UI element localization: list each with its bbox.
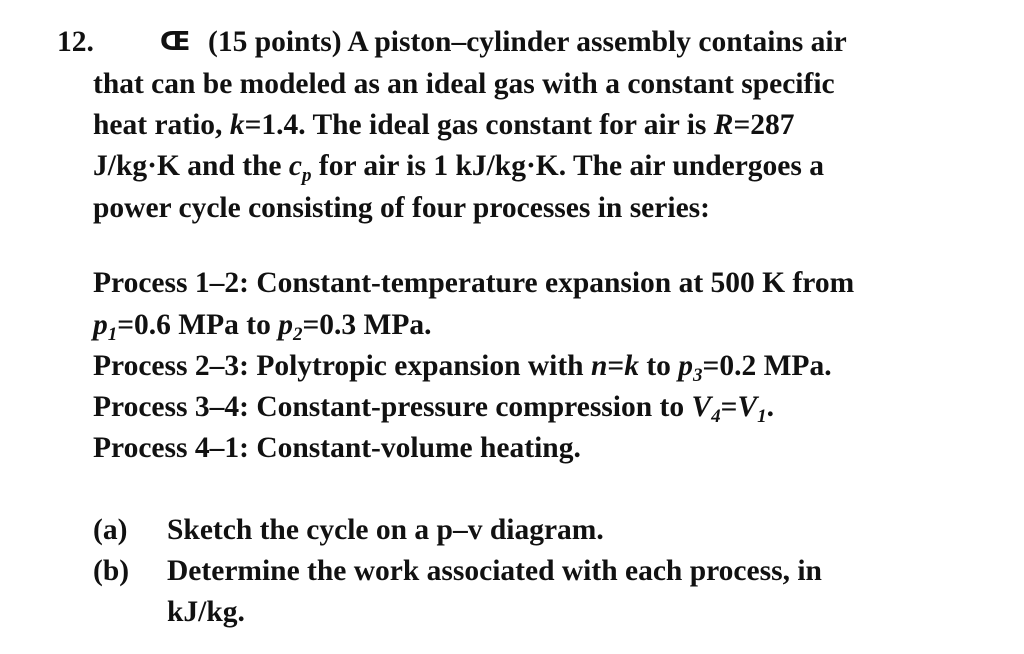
k-symbol: k <box>624 350 639 382</box>
subscript: 1 <box>107 324 118 345</box>
text: =0.2 MPa. <box>702 350 832 382</box>
subscript: 4 <box>711 406 721 427</box>
process-text: Constant-temperature expansion at 500 K from <box>256 267 855 299</box>
process-label: Process 3–4: <box>93 391 249 423</box>
text: heat ratio, <box>93 109 230 141</box>
intro-line-5: power cycle consisting of four processes in series: <box>93 192 710 224</box>
text: =287 <box>733 109 795 141</box>
text: to <box>638 350 679 382</box>
part-b-text-cont: kJ/kg. <box>167 596 245 628</box>
p-symbol: p <box>678 350 694 382</box>
text: =0.3 MPa. <box>302 309 432 341</box>
cp-symbol: c <box>288 150 302 182</box>
p-symbol: p <box>278 309 293 341</box>
part-a-text: Sketch the cycle on a p–v diagram. <box>167 514 604 546</box>
text: =1.4. The ideal gas constant for air is <box>244 109 714 141</box>
process-text: Constant-volume heating. <box>256 432 581 464</box>
problem-number: 12. <box>57 26 94 58</box>
part-b-text: Determine the work associated with each process, in <box>167 555 822 587</box>
k-symbol: k <box>229 109 245 141</box>
text: =0.6 MPa to <box>117 309 279 341</box>
intro-line-4 <box>93 148 824 188</box>
subscript: 3 <box>693 365 703 386</box>
v-symbol: V <box>737 391 758 423</box>
subscript: 2 <box>293 324 303 345</box>
process-1-2 <box>93 265 854 301</box>
process-4-1 <box>93 430 581 466</box>
v-symbol: V <box>691 391 712 423</box>
text: = <box>607 350 625 382</box>
text: . <box>766 391 775 423</box>
process-text: Polytropic expansion with <box>256 350 591 382</box>
intro-line-3 <box>93 107 795 143</box>
problem-icon: Œ <box>160 27 189 57</box>
process-2-3 <box>93 348 832 388</box>
process-label: Process 2–3: <box>93 350 249 382</box>
process-text: Constant-pressure compression to <box>256 391 692 423</box>
process-1-2-cont <box>93 307 432 347</box>
process-label: Process 1–2: <box>93 267 249 299</box>
r-symbol: R <box>713 109 734 141</box>
process-label: Process 4–1: <box>93 432 249 464</box>
text: J/kg·K and the <box>93 150 289 182</box>
process-3-4 <box>93 389 774 429</box>
text: = <box>720 391 738 423</box>
intro-line-2: that can be modeled as an ideal gas with a constant specific <box>93 68 835 100</box>
subscript: 1 <box>757 406 767 427</box>
n-symbol: n <box>590 350 608 382</box>
p-symbol: p <box>93 309 108 341</box>
intro-line-1: (15 points) A piston–cylinder assembly contains air <box>208 26 847 58</box>
text: for air is 1 kJ/kg·K. The air undergoes a <box>311 150 824 182</box>
cp-subscript: p <box>302 165 312 186</box>
part-a-label: (a) <box>93 514 128 546</box>
part-b-label: (b) <box>93 555 130 587</box>
